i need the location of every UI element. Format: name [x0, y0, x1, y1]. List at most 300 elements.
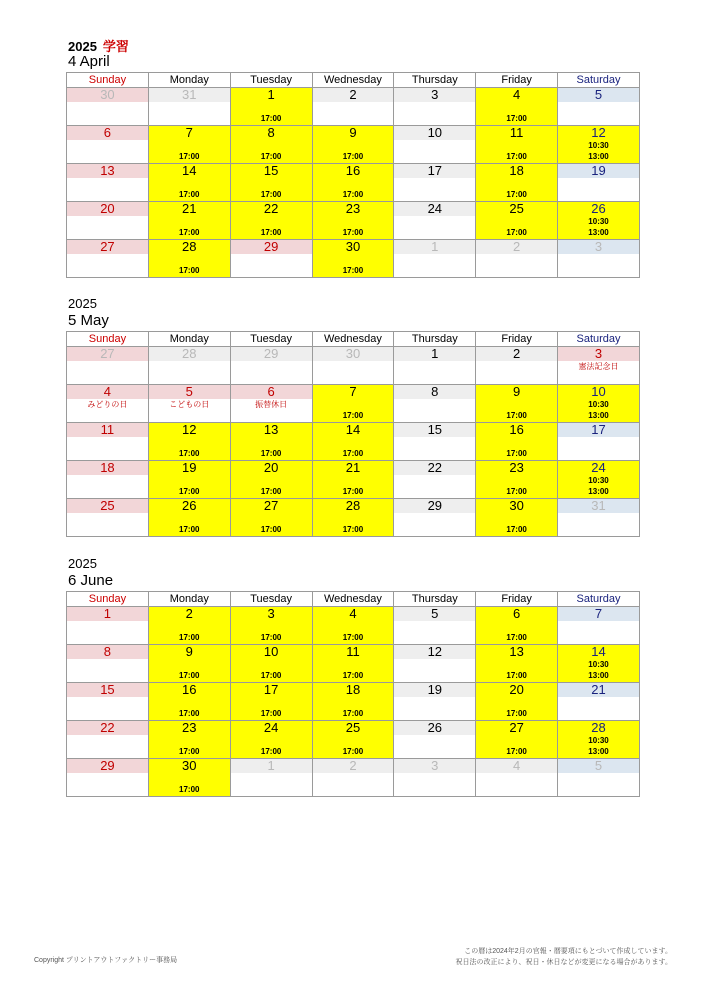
day-number: 17: [558, 423, 639, 437]
day-cell: [312, 645, 394, 683]
session-time: 17:00: [179, 747, 200, 756]
day-number: 13: [67, 164, 148, 178]
day-cell: [558, 385, 640, 423]
day-number: 1: [394, 347, 475, 361]
day-cell: [558, 423, 640, 461]
session-time: 17:00: [342, 525, 364, 534]
day-number: 14: [345, 422, 361, 437]
day-cell: [67, 607, 149, 645]
day-cell: [394, 88, 476, 126]
session-time: 17:00: [260, 525, 282, 534]
day-number: 17: [394, 164, 475, 178]
session-times: [476, 227, 557, 238]
session-time: 17:00: [342, 190, 364, 199]
day-number: 28: [591, 720, 606, 735]
day-number: 16: [182, 682, 197, 697]
day-number: 7: [558, 607, 639, 621]
day-cell: [476, 202, 558, 240]
session-time: 17:00: [506, 411, 527, 420]
day-cell: [67, 423, 149, 461]
session-time: 17:00: [342, 747, 364, 756]
session-times: [149, 746, 230, 757]
session-times: [476, 524, 557, 535]
day-number: 3: [267, 606, 275, 621]
day-cell: [312, 607, 394, 645]
day-number: 24: [394, 202, 475, 216]
weekday-header: Thursday: [394, 592, 476, 607]
day-cell: [67, 645, 149, 683]
calendar-note: [456, 946, 672, 968]
day-cell: [230, 88, 312, 126]
week-row: [67, 164, 640, 202]
day-cell: [312, 759, 394, 797]
day-cell: [67, 347, 149, 385]
day-number: 26: [394, 721, 475, 735]
day-cell: [394, 499, 476, 537]
session-time: 17:00: [260, 228, 282, 237]
month-label: 6 June: [68, 572, 114, 589]
day-cell: [230, 240, 312, 278]
day-number: 2: [185, 606, 193, 621]
session-times: [231, 448, 312, 459]
day-cell: [476, 347, 558, 385]
day-cell: [476, 645, 558, 683]
session-times: [231, 113, 312, 124]
session-time: 17:00: [260, 114, 282, 123]
session-times: [149, 708, 230, 719]
day-number: 1: [67, 607, 148, 621]
session-time: 17:00: [342, 709, 364, 718]
session-time: 17:00: [260, 747, 282, 756]
week-row: [67, 721, 640, 759]
session-time: 17:00: [342, 228, 364, 237]
day-number: 31: [558, 499, 639, 513]
day-cell: [148, 240, 230, 278]
day-cell: [148, 88, 230, 126]
session-times: [149, 227, 230, 238]
day-cell: [148, 607, 230, 645]
week-row: [67, 461, 640, 499]
session-time: 13:00: [588, 671, 609, 680]
session-time: 17:00: [506, 525, 527, 534]
day-number: 10: [394, 126, 475, 140]
session-times: [149, 632, 230, 643]
day-cell: [312, 499, 394, 537]
month-year: 2025: [68, 556, 97, 571]
day-number: 4: [476, 759, 557, 773]
day-cell: [148, 202, 230, 240]
day-number: 7: [185, 125, 193, 140]
day-number: 31: [149, 88, 230, 102]
title-subtitle: 学習: [102, 39, 129, 54]
day-number: 19: [394, 683, 475, 697]
month-calendar: [66, 37, 640, 278]
day-cell: [394, 607, 476, 645]
day-number: 24: [263, 720, 279, 735]
day-number: 28: [149, 347, 230, 361]
session-time: 10:30: [588, 476, 609, 485]
day-number: 29: [231, 347, 312, 361]
day-number: 18: [67, 461, 148, 475]
day-cell: [148, 126, 230, 164]
session-times: [313, 448, 394, 459]
day-number: 13: [509, 644, 524, 659]
day-number: 2: [313, 759, 394, 773]
day-number: 8: [394, 385, 475, 399]
calendar-grid: [66, 331, 640, 537]
day-cell: [476, 759, 558, 797]
day-cell: [230, 461, 312, 499]
day-cell: [476, 88, 558, 126]
day-cell: [230, 423, 312, 461]
session-time: 17:00: [506, 747, 527, 756]
day-cell: [394, 645, 476, 683]
day-number: 6: [67, 126, 148, 140]
day-number: 3: [558, 240, 639, 254]
weekday-header: Wednesday: [312, 73, 394, 88]
month-label: 4 April: [68, 53, 110, 70]
weekday-header: Friday: [476, 592, 558, 607]
day-number: 29: [231, 240, 312, 254]
day-number: 19: [558, 164, 639, 178]
day-cell: [394, 164, 476, 202]
session-time: 17:00: [260, 487, 282, 496]
day-cell: [230, 202, 312, 240]
session-time: 17:00: [179, 633, 200, 642]
session-time: 17:00: [506, 633, 527, 642]
session-times: [313, 486, 394, 497]
day-number: 3: [394, 759, 475, 773]
day-number: 1: [394, 240, 475, 254]
title-year: 2025: [68, 39, 97, 54]
day-number: 2: [476, 240, 557, 254]
session-times: [149, 151, 230, 162]
session-time: 17:00: [260, 633, 282, 642]
session-time: 17:00: [179, 709, 200, 718]
day-cell: [230, 759, 312, 797]
session-time: 17:00: [506, 709, 527, 718]
session-times: [231, 632, 312, 643]
calendar-note-line1: この暦は2024年2月の官報・暦要項にもとづいて作成しています。: [464, 948, 672, 955]
session-times: [313, 151, 394, 162]
weekday-header: Thursday: [394, 73, 476, 88]
day-number: 20: [67, 202, 148, 216]
session-times: [149, 784, 230, 795]
day-cell: [67, 499, 149, 537]
day-number: 5: [149, 385, 230, 399]
day-cell: [558, 164, 640, 202]
day-number: 22: [263, 201, 279, 216]
day-cell: [148, 347, 230, 385]
session-times: [558, 216, 639, 238]
week-row: [67, 499, 640, 537]
session-times: [313, 632, 394, 643]
day-number: 29: [394, 499, 475, 513]
day-number: 22: [394, 461, 475, 475]
day-cell: [67, 88, 149, 126]
session-times: [476, 189, 557, 200]
day-number: 27: [67, 240, 148, 254]
weekday-header: Wednesday: [312, 592, 394, 607]
day-cell: [476, 461, 558, 499]
weekday-header-row: [67, 73, 640, 88]
session-times: [558, 475, 639, 497]
day-cell: [394, 423, 476, 461]
session-times: [313, 265, 394, 276]
session-time: 17:00: [506, 114, 527, 123]
day-cell: [230, 499, 312, 537]
session-time: 17:00: [342, 671, 364, 680]
day-number: 5: [558, 88, 639, 102]
week-row: [67, 385, 640, 423]
month-calendar: [66, 556, 640, 797]
weekday-header: Sunday: [67, 592, 149, 607]
session-times: [558, 659, 639, 681]
day-cell: [148, 423, 230, 461]
day-number: 20: [263, 460, 279, 475]
day-number: 8: [67, 645, 148, 659]
day-number: 5: [394, 607, 475, 621]
day-cell: [312, 385, 394, 423]
day-cell: [67, 721, 149, 759]
session-time: 13:00: [588, 487, 609, 496]
day-cell: [394, 202, 476, 240]
session-times: [476, 486, 557, 497]
day-number: 6: [231, 385, 312, 399]
day-number: 28: [182, 239, 197, 254]
day-number: 30: [509, 498, 524, 513]
weekday-header: Friday: [476, 332, 558, 347]
session-times: [476, 632, 557, 643]
day-cell: [558, 240, 640, 278]
day-number: 5: [558, 759, 639, 773]
day-cell: [230, 126, 312, 164]
day-number: 26: [182, 498, 197, 513]
day-number: 18: [345, 682, 361, 697]
day-cell: [394, 385, 476, 423]
day-number: 3: [394, 88, 475, 102]
day-cell: [394, 347, 476, 385]
day-number: 22: [67, 721, 148, 735]
weekday-header: Monday: [148, 73, 230, 88]
day-number: 17: [263, 682, 279, 697]
day-cell: [230, 645, 312, 683]
session-time: 17:00: [179, 190, 200, 199]
session-times: [231, 708, 312, 719]
day-number: 27: [509, 720, 524, 735]
session-time: 17:00: [342, 633, 364, 642]
session-times: [149, 486, 230, 497]
day-cell: [558, 645, 640, 683]
day-number: 15: [263, 163, 279, 178]
weekday-header: Sunday: [67, 332, 149, 347]
day-cell: [148, 461, 230, 499]
day-number: 9: [513, 384, 521, 399]
day-cell: [148, 645, 230, 683]
day-cell: [312, 164, 394, 202]
day-cell: [476, 423, 558, 461]
day-cell: [394, 721, 476, 759]
day-cell: [476, 499, 558, 537]
day-cell: [558, 347, 640, 385]
session-times: [476, 410, 557, 421]
day-cell: [67, 683, 149, 721]
day-number: 4: [513, 87, 521, 102]
session-times: [149, 189, 230, 200]
day-cell: [394, 461, 476, 499]
day-number: 21: [182, 201, 197, 216]
session-times: [231, 670, 312, 681]
session-time: 17:00: [179, 785, 200, 794]
day-cell: [148, 385, 230, 423]
day-cell: [67, 202, 149, 240]
day-cell: [312, 126, 394, 164]
holiday-name: 振替休日: [255, 400, 288, 409]
session-time: 13:00: [588, 411, 609, 420]
day-cell: [230, 385, 312, 423]
day-number: 29: [67, 759, 148, 773]
day-number: 14: [591, 644, 606, 659]
day-cell: [476, 126, 558, 164]
session-time: 10:30: [588, 217, 609, 226]
day-cell: [558, 88, 640, 126]
day-number: 4: [67, 385, 148, 399]
day-number: 24: [591, 460, 606, 475]
day-number: 25: [345, 720, 361, 735]
day-cell: [394, 126, 476, 164]
copyright-text: Copyright プリントアウトファクトリー事務局: [34, 957, 178, 964]
day-cell: [558, 607, 640, 645]
session-times: [476, 708, 557, 719]
month-year: 2025: [68, 296, 97, 311]
day-number: 21: [558, 683, 639, 697]
session-time: 17:00: [260, 709, 282, 718]
day-cell: [67, 126, 149, 164]
session-times: [231, 524, 312, 535]
session-times: [558, 735, 639, 757]
day-number: 30: [67, 88, 148, 102]
day-cell: [394, 683, 476, 721]
day-number: 11: [67, 423, 148, 437]
day-cell: [67, 240, 149, 278]
session-time: 10:30: [588, 660, 609, 669]
session-time: 17:00: [179, 525, 200, 534]
session-time: 17:00: [179, 671, 200, 680]
calendar-grid: [66, 591, 640, 797]
session-times: [231, 189, 312, 200]
session-time: 17:00: [179, 266, 200, 275]
day-cell: [558, 202, 640, 240]
session-times: [231, 486, 312, 497]
weekday-header: Tuesday: [230, 73, 312, 88]
day-number: 6: [513, 606, 521, 621]
calendar-grid: [66, 72, 640, 278]
session-time: 17:00: [506, 152, 527, 161]
day-cell: [476, 240, 558, 278]
day-number: 30: [182, 758, 197, 773]
session-time: 17:00: [179, 449, 200, 458]
holiday-name: みどりの日: [87, 400, 128, 409]
session-time: 17:00: [342, 411, 364, 420]
day-number: 2: [476, 347, 557, 361]
day-cell: [558, 126, 640, 164]
day-cell: [558, 683, 640, 721]
day-cell: [230, 721, 312, 759]
day-number: 11: [346, 644, 360, 659]
day-number: 9: [349, 125, 357, 140]
day-cell: [476, 164, 558, 202]
session-time: 13:00: [588, 747, 609, 756]
day-number: 25: [67, 499, 148, 513]
day-cell: [476, 721, 558, 759]
week-row: [67, 645, 640, 683]
day-cell: [312, 347, 394, 385]
session-times: [476, 448, 557, 459]
week-row: [67, 240, 640, 278]
day-number: 1: [231, 759, 312, 773]
day-cell: [394, 240, 476, 278]
weekday-header: Tuesday: [230, 592, 312, 607]
day-number: 12: [182, 422, 197, 437]
day-cell: [67, 164, 149, 202]
month-calendar: [66, 296, 640, 537]
weekday-header: Tuesday: [230, 332, 312, 347]
day-number: 4: [349, 606, 357, 621]
week-row: [67, 88, 640, 126]
day-number: 28: [345, 498, 361, 513]
day-number: 21: [345, 460, 361, 475]
session-time: 17:00: [506, 671, 527, 680]
session-times: [313, 670, 394, 681]
session-time: 17:00: [179, 487, 200, 496]
weekday-header: Saturday: [558, 73, 640, 88]
weekday-header-row: [67, 592, 640, 607]
day-cell: [148, 759, 230, 797]
day-number: 3: [558, 347, 639, 361]
session-time: 17:00: [260, 152, 282, 161]
day-cell: [394, 759, 476, 797]
day-cell: [230, 607, 312, 645]
day-number: 10: [263, 644, 279, 659]
day-cell: [476, 683, 558, 721]
day-cell: [148, 499, 230, 537]
day-number: 16: [345, 163, 361, 178]
weekday-header: Monday: [148, 332, 230, 347]
session-times: [313, 189, 394, 200]
session-time: 10:30: [588, 400, 609, 409]
weekday-header: Monday: [148, 592, 230, 607]
session-time: 17:00: [260, 449, 282, 458]
session-times: [313, 708, 394, 719]
day-cell: [476, 607, 558, 645]
day-number: 27: [263, 498, 279, 513]
day-number: 12: [394, 645, 475, 659]
day-cell: [230, 164, 312, 202]
week-row: [67, 759, 640, 797]
weekday-header: Saturday: [558, 332, 640, 347]
session-time: 17:00: [506, 487, 527, 496]
session-time: 17:00: [260, 671, 282, 680]
weekday-header: Thursday: [394, 332, 476, 347]
day-cell: [558, 759, 640, 797]
session-time: 17:00: [342, 449, 364, 458]
session-time: 13:00: [588, 152, 609, 161]
day-number: 10: [591, 384, 606, 399]
day-number: 18: [509, 163, 524, 178]
day-number: 1: [267, 87, 275, 102]
day-cell: [312, 461, 394, 499]
day-cell: [67, 461, 149, 499]
